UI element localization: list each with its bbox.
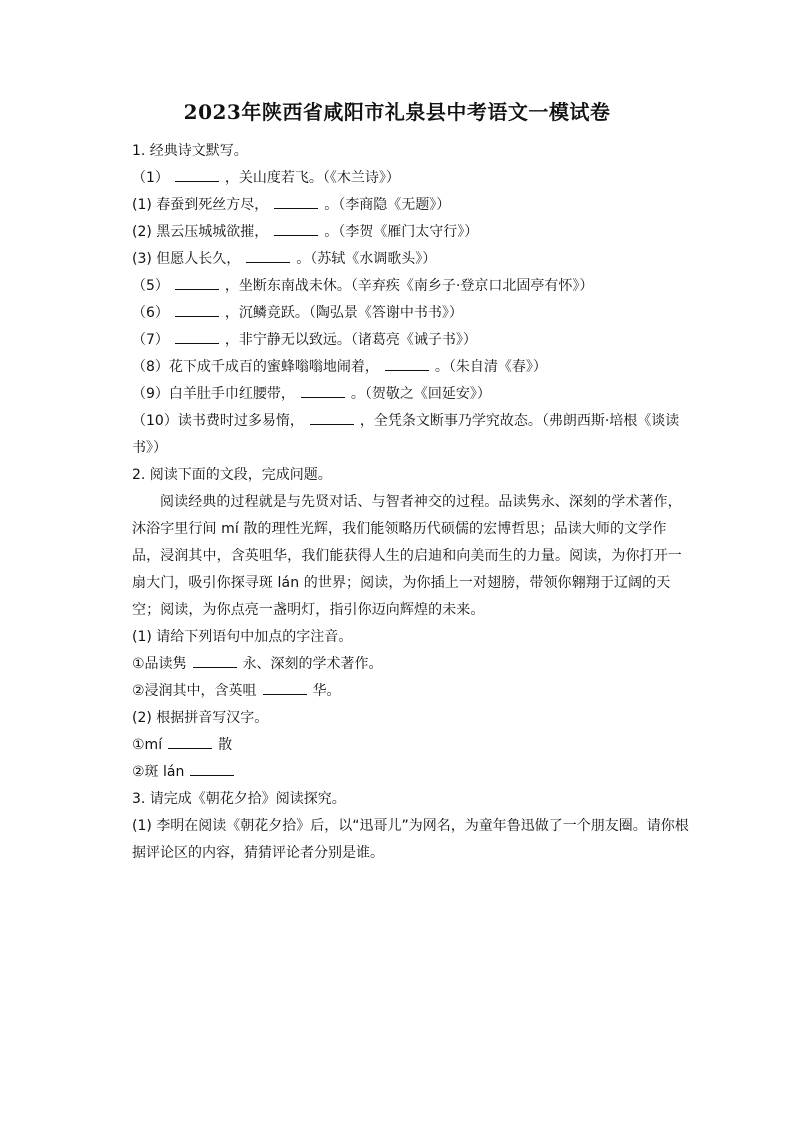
answer-blank[interactable] [175, 302, 219, 317]
answer-blank[interactable] [175, 329, 219, 344]
recitation-item [132, 381, 692, 408]
item-suffix: 。（李商隐《无题》） [324, 197, 451, 213]
item-prefix: （9）白羊肚手巾红腰带， [132, 386, 295, 402]
answer-blank[interactable] [310, 410, 354, 425]
question-1-heading: 1. 经典诗文默写。 [132, 143, 248, 159]
item-suffix: ，沉鳞竞跃。（陶弘景《答谢中书书》） [224, 305, 463, 321]
recitation-item [132, 327, 692, 354]
item-suffix: ，全凭条文断事乃学究故态。（弗朗西斯·培根《谈读书》） [132, 413, 680, 456]
answer-blank[interactable] [246, 248, 290, 263]
item-suffix: ，关山度若飞。（《木兰诗》） [224, 170, 400, 186]
sub-question-2: (2) 根据拼音写汉字。 [132, 710, 269, 726]
item-prefix: （6） [132, 305, 169, 321]
sub-question-1: (1) 请给下列语句中加点的字注音。 [132, 629, 353, 645]
recitation-item [132, 246, 692, 273]
item-suffix: 华。 [312, 683, 341, 699]
recitation-item [132, 273, 692, 300]
reading-passage: 阅读经典的过程就是与先贤对话、与智者神交的过程。品读隽永、深刻的学术著作，沐浴字里行间 mí 散的理性光辉，我们能领略历代硕儒的宏博哲思；品读大师的文学作品，浸润其中，含英咀华，我们能获得人生的启迪和向美而生的力量。阅读，为你打开一扇大门，吸引你探寻斑 lán 的世界；阅读，为你插上一对翅膀，带领你翱翔于辽阔的天空；阅读，为你点亮一盏明灯，指引你迈向辉煌的未来。 [132, 494, 682, 618]
answer-blank[interactable] [193, 653, 237, 668]
question-3-heading: 3. 请完成《朝花夕拾》阅读探究。 [132, 791, 346, 807]
item-suffix: 散 [218, 737, 233, 753]
item-suffix: 。（贺敬之《回延安》） [350, 386, 491, 402]
question-2-heading: 2. 阅读下面的文段，完成问题。 [132, 467, 332, 483]
recitation-item [132, 354, 692, 381]
item-suffix: 。（李贺《雁门太守行》） [324, 224, 479, 240]
item-suffix: ，非宁静无以致远。（诸葛亮《诫子书》） [224, 332, 477, 348]
item-suffix: 永、深刻的学术著作。 [242, 656, 383, 672]
recitation-item [132, 300, 692, 327]
item-prefix: ②斑 lán [132, 764, 185, 780]
answer-blank[interactable] [274, 194, 318, 209]
answer-blank[interactable] [175, 275, 219, 290]
recitation-item [132, 165, 692, 192]
sub-question-1: (1) 李明在阅读《朝花夕拾》后，以“迅哥儿”为网名，为童年鲁迅做了一个朋友圈。请你根据评论区的内容，猜猜评论者分别是谁。 [132, 818, 689, 861]
page-title: 2023年陕西省咸阳市礼泉县中考语文一模试卷 [183, 100, 611, 124]
item-suffix: 。（朱自清《春》） [434, 359, 547, 375]
item-prefix: (2) 黑云压城城欲摧， [132, 224, 269, 240]
answer-blank[interactable] [301, 383, 345, 398]
item-prefix: ①mí [132, 737, 163, 753]
item-prefix: ②浸润其中，含英咀 [132, 683, 257, 699]
hanzi-item [132, 759, 692, 786]
exam-content [132, 138, 692, 867]
item-prefix: （5） [132, 278, 169, 294]
item-prefix: （10）读书费时过多易惰， [132, 413, 304, 429]
pinyin-item [132, 651, 692, 678]
item-prefix: （8）花下成千成百的蜜蜂嗡嗡地闹着， [132, 359, 379, 375]
pinyin-item [132, 678, 692, 705]
answer-blank[interactable] [168, 734, 212, 749]
item-prefix: (3) 但愿人长久， [132, 251, 241, 267]
answer-blank[interactable] [263, 680, 307, 695]
recitation-item-10 [132, 408, 692, 462]
item-prefix: ①品读隽 [132, 656, 187, 672]
hanzi-item [132, 732, 692, 759]
answer-blank[interactable] [385, 356, 429, 371]
answer-blank[interactable] [175, 167, 219, 182]
recitation-item [132, 219, 692, 246]
item-suffix: ，坐断东南战未休。（辛弃疾《南乡子·登京口北固亭有怀》） [224, 278, 594, 294]
answer-blank[interactable] [190, 761, 234, 776]
item-prefix: （1） [132, 170, 169, 186]
item-prefix: （7） [132, 332, 169, 348]
answer-blank[interactable] [274, 221, 318, 236]
item-prefix: (1) 春蚕到死丝方尽， [132, 197, 269, 213]
item-suffix: 。（苏轼《水调歌头》） [296, 251, 437, 267]
recitation-item [132, 192, 692, 219]
